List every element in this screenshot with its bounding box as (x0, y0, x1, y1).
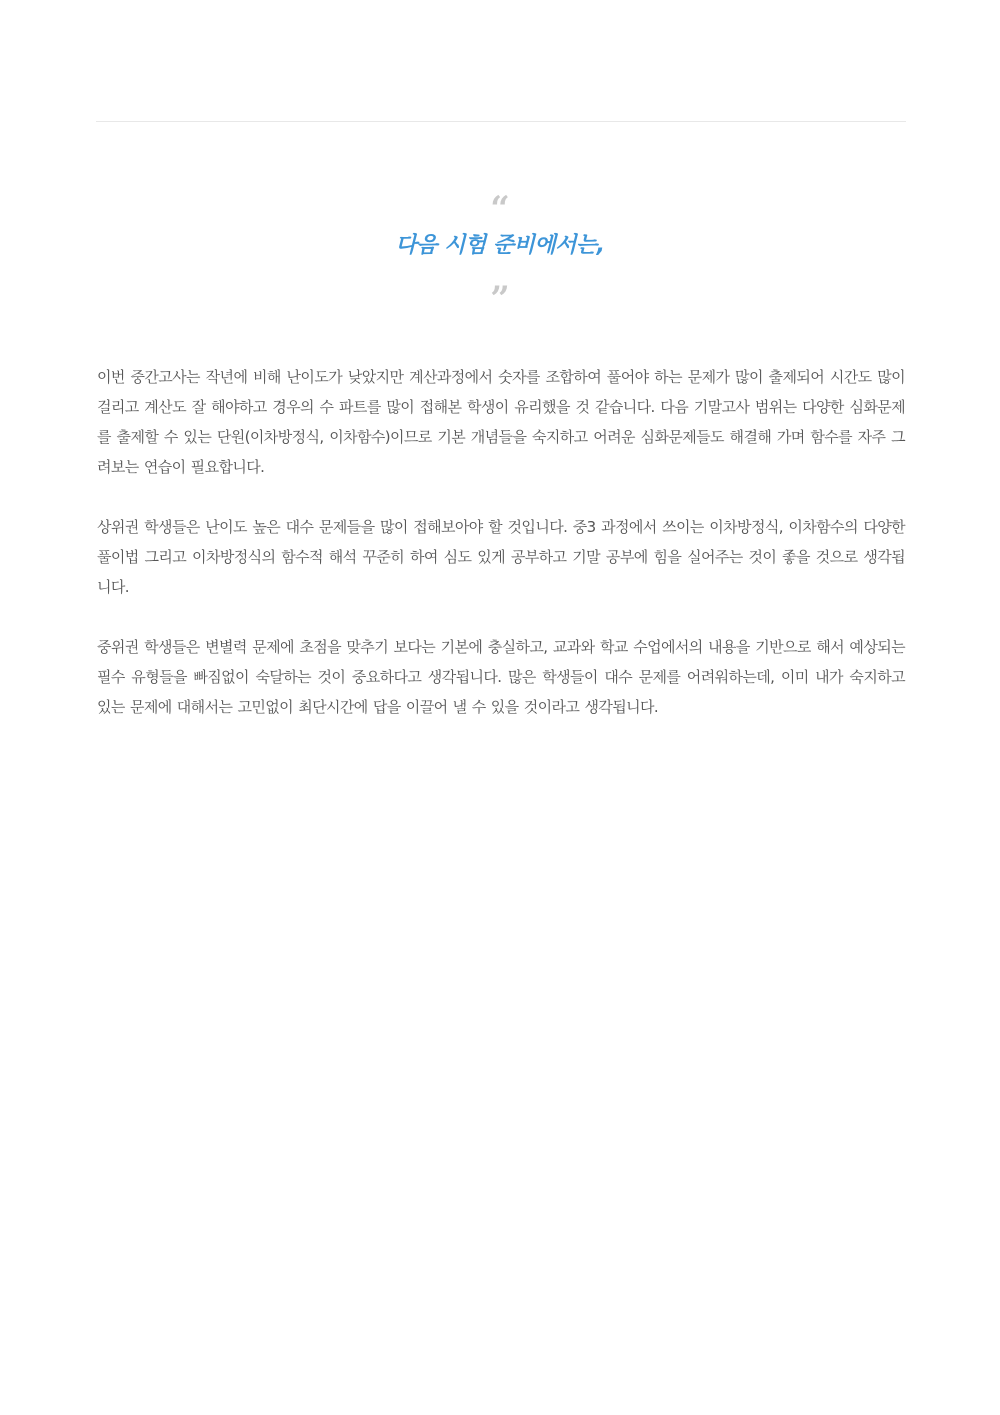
paragraph-upper-level: 상위권 학생들은 난이도 높은 대수 문제들을 많이 접해보아야 할 것입니다. 중3 과정에서 쓰이는 이차방정식, 이차함수의 다양한 풀이법 그리고 이차방정식의 함수적 해석 꾸준히 하여 심도 있게 공부하고 기말 공부에 힘을 실어주는 것이 좋을 것으로 생각됩니다. (97, 518, 905, 596)
paragraph-overview: 이번 중간고사는 작년에 비해 난이도가 낮았지만 계산과정에서 숫자를 조합하여 풀어야 하는 문제가 많이 출제되어 시간도 많이 걸리고 계산도 잘 해야하고 경우의 수 파트를 많이 접해본 학생이 유리했을 것 같습니다. 다음 기말고사 범위는 다양한 심화문제를 출제할 수 있는 단원(이차방정식, 이차함수)이므로 기본 개념들을 숙지하고 어려운 심화문제들도 해결해 가며 함수를 자주 그려보는 연습이 필요합니다. (97, 368, 905, 476)
paragraph-middle-level: 중위권 학생들은 변별력 문제에 초점을 맞추기 보다는 기본에 충실하고, 교과와 학교 수업에서의 내용을 기반으로 해서 예상되는 필수 유형들을 빠짐없이 숙달하는 것이 중요하다고 생각됩니다. 많은 학생들이 대수 문제를 어려워하는데, 이미 내가 숙지하고 있는 문제에 대해서는 고민없이 최단시간에 답을 이끌어 낼 수 있을 것이라고 생각됩니다. (97, 638, 905, 716)
body-text (97, 362, 905, 752)
close-quote-icon: ” (490, 279, 510, 319)
top-divider (96, 121, 906, 122)
section-heading: 다음 시험 준비에서는, (395, 233, 605, 258)
open-quote-icon: “ (490, 189, 510, 229)
